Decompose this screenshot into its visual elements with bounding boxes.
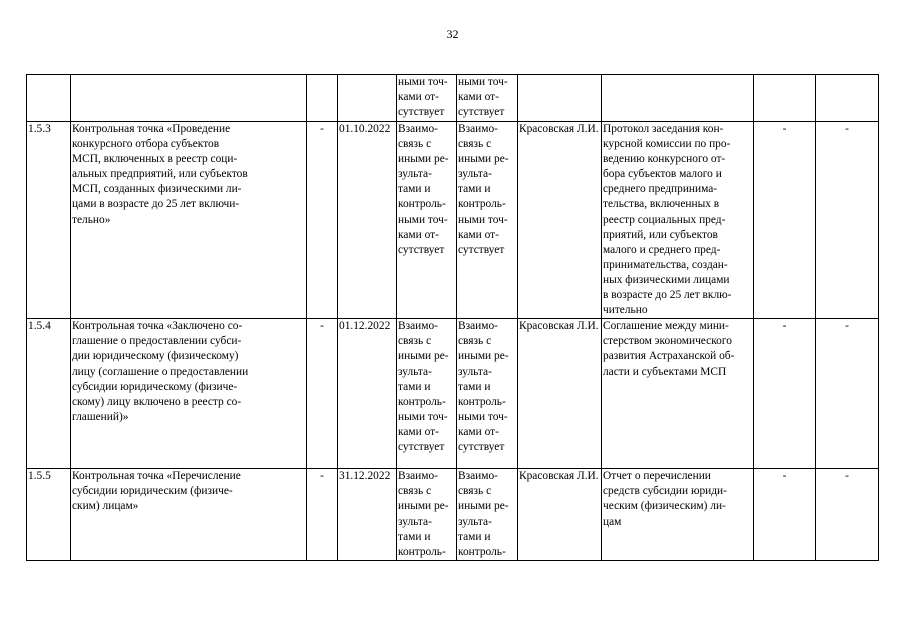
cell-relation-results [397, 319, 457, 469]
cell-relation-points [457, 319, 518, 469]
table-row-1-5-4 [27, 319, 879, 469]
relation-results-text: ными точ- ками от- сутствует [398, 76, 448, 119]
cell-title [71, 469, 307, 561]
document-text: Соглашение между мини- стерством экономического развития Астраханской об- ласти и субъектами МСП [603, 320, 735, 378]
cell-info [816, 75, 879, 122]
cell-end: 01.10.2022 [338, 122, 397, 319]
page-number: 32 [446, 27, 459, 41]
relation-points-text: ными точ- ками от- сутствует [458, 76, 508, 119]
cell-document [602, 75, 754, 122]
cell-start: - [307, 319, 338, 469]
table-row-1-5-3 [27, 122, 879, 319]
cell-level: - [754, 469, 816, 561]
cell-start: - [307, 469, 338, 561]
relation-results-text: Взаимо- связь с иными ре- зульта- тами и контроль- ными точ- ками от- сутствует [398, 123, 449, 256]
relation-results-text: Взаимо- связь с иными ре- зульта- тами и контроль- [398, 470, 449, 558]
relation-points-text: Взаимо- связь с иными ре- зульта- тами и контроль- ными точ- ками от- сутствует [458, 123, 509, 256]
cell-level: - [754, 319, 816, 469]
cell-info: - [816, 469, 879, 561]
title-text: Контрольная точка «Перечисление субсидии юридическим (физиче- ским) лицам» [72, 470, 241, 513]
relation-points-text: Взаимо- связь с иными ре- зульта- тами и контроль- ными точ- ками от- сутствует [458, 320, 509, 453]
cell-start: - [307, 122, 338, 319]
cell-num: 1.5.5 [27, 469, 71, 561]
cell-start [307, 75, 338, 122]
relation-points-text: Взаимо- связь с иными ре- зульта- тами и контроль- [458, 470, 509, 558]
document-text: Протокол заседания кон- курсной комиссии по про- ведению конкурсного от- бора субъектов малого и среднего предпринима- тельства, включенных в реестр социальных пред- приятий, или субъектов малого и среднего пред- принимательства, создан- ных физическими лицами в возрасте до 25 лет вклю- чительно [603, 123, 732, 317]
cell-level: - [754, 122, 816, 319]
table-row-1-5-5 [27, 469, 879, 561]
cell-num: 1.5.4 [27, 319, 71, 469]
relation-results-text: Взаимо- связь с иными ре- зульта- тами и контроль- ными точ- ками от- сутствует [398, 320, 449, 453]
cell-relation-points [457, 469, 518, 561]
cell-relation-points [457, 122, 518, 319]
title-text: Контрольная точка «Заключено со- глашение о предоставлении субси- дии юридическому (физическому) лицу (соглашение о предоставлении субсидии юридическому (физиче- скому) лицу включено в реестр со- глашений)» [72, 320, 249, 423]
cell-responsible: Красовская Л.И. [518, 469, 602, 561]
cell-num [27, 75, 71, 122]
cell-relation-results [397, 75, 457, 122]
cell-responsible: Красовская Л.И. [518, 319, 602, 469]
cell-end [338, 75, 397, 122]
control-points-table [26, 74, 879, 561]
cell-responsible [518, 75, 602, 122]
cell-title [71, 122, 307, 319]
title-text: Контрольная точка «Проведение конкурсного отбора субъектов МСП, включенных в реестр соци- альных предприятий, или субъектов МСП, созданных физическими ли- цами в возрасте до 25 лет включи- тельно» [72, 123, 248, 226]
document-text: Отчет о перечислении средств субсидии юриди- ческим (физическим) ли- цам [603, 470, 727, 528]
cell-info: - [816, 319, 879, 469]
cell-responsible: Красовская Л.И. [518, 122, 602, 319]
cell-document [602, 469, 754, 561]
cell-relation-points [457, 75, 518, 122]
cell-info: - [816, 122, 879, 319]
cell-relation-results [397, 469, 457, 561]
cell-num: 1.5.3 [27, 122, 71, 319]
cell-level [754, 75, 816, 122]
cell-title [71, 75, 307, 122]
cell-document [602, 319, 754, 469]
cell-relation-results [397, 122, 457, 319]
table-row-continuation [27, 75, 879, 122]
cell-end: 01.12.2022 [338, 319, 397, 469]
cell-title [71, 319, 307, 469]
cell-end: 31.12.2022 [338, 469, 397, 561]
cell-document [602, 122, 754, 319]
